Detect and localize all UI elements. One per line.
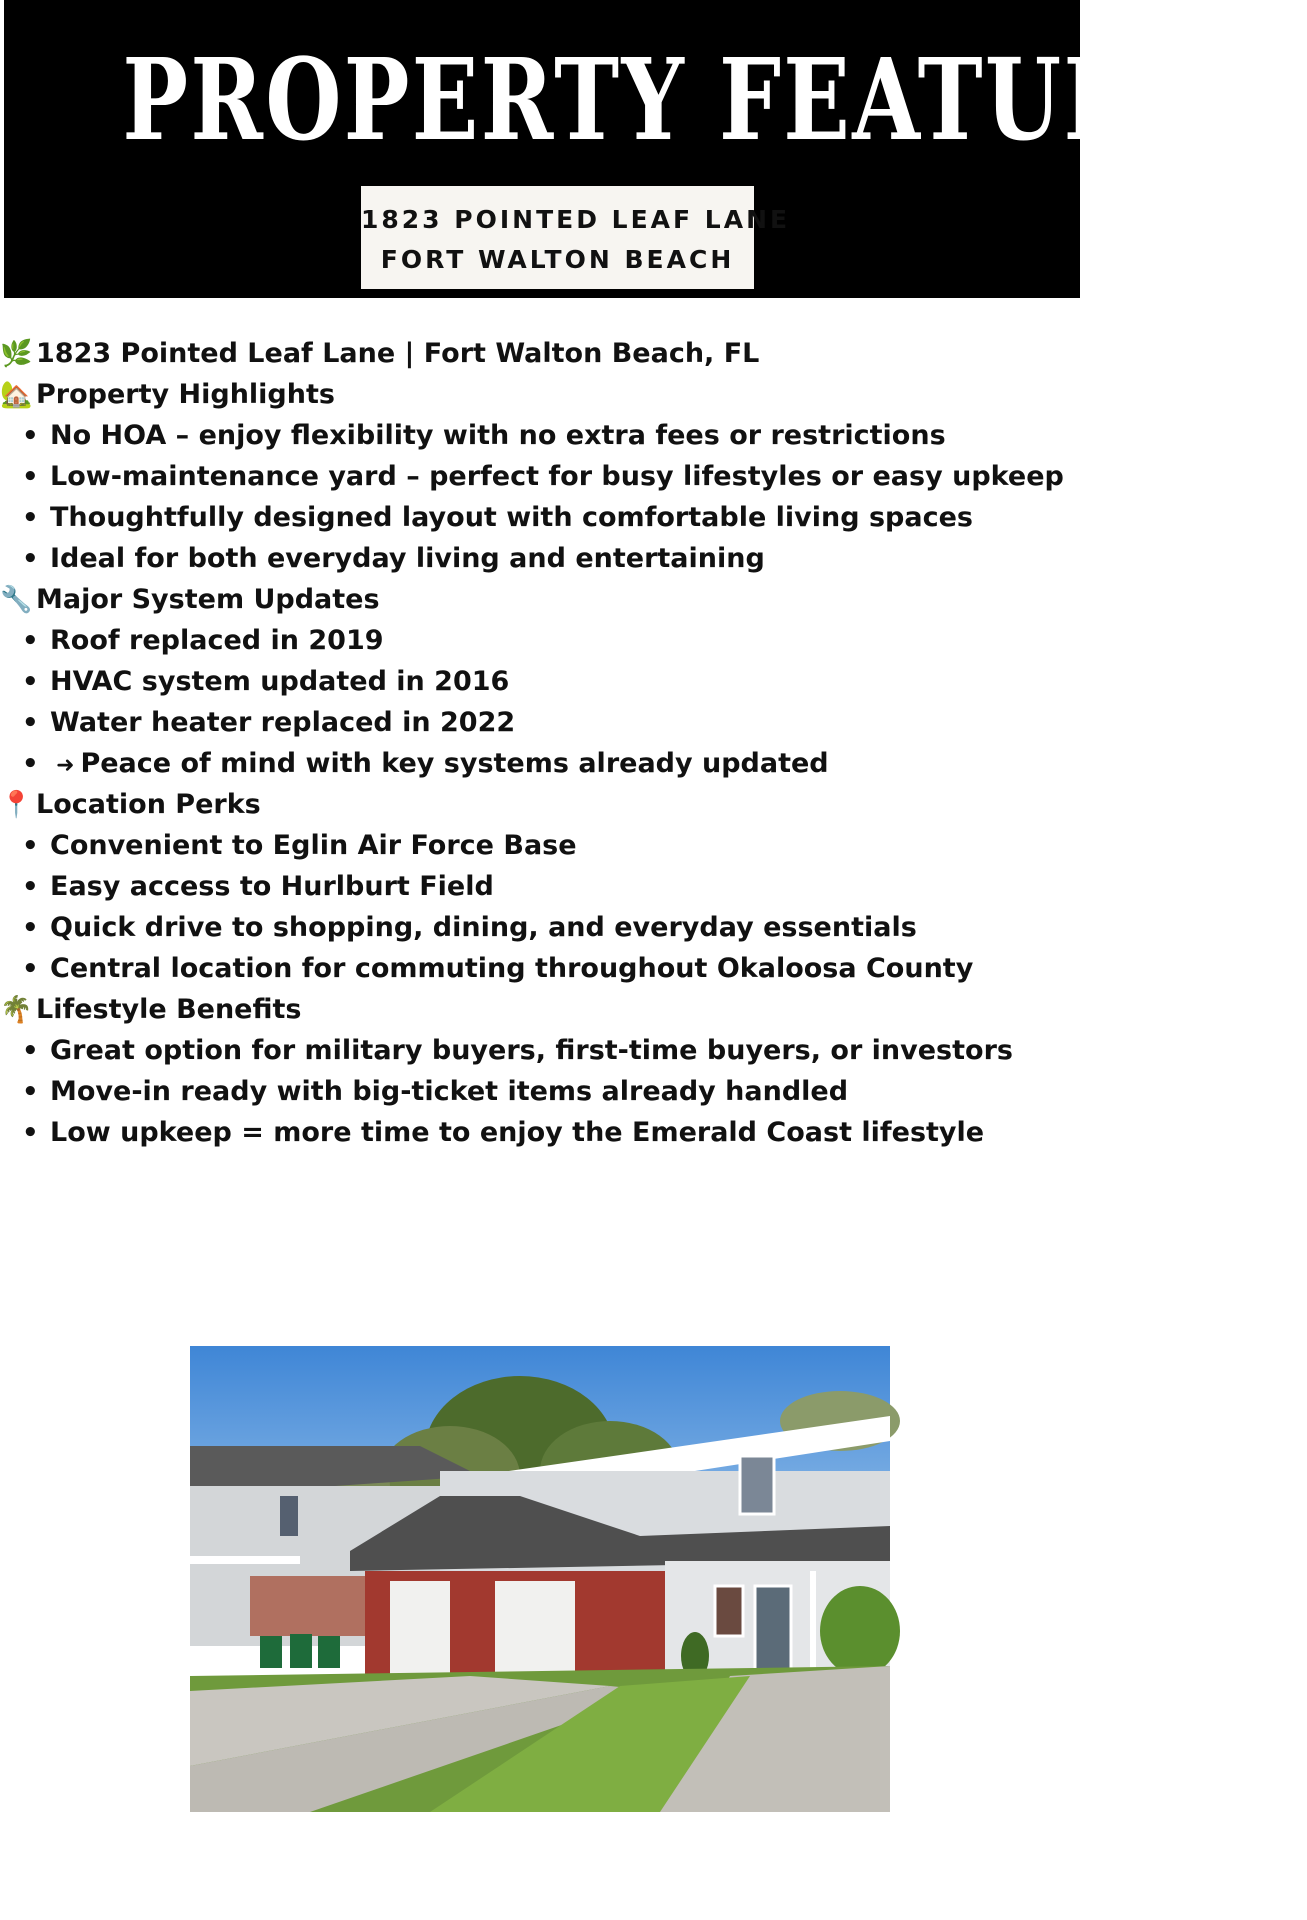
leaf-icon: 🌿 — [0, 339, 33, 369]
address-line-street: 1823 POINTED LEAF LANE — [361, 205, 791, 234]
bullet-icon: • — [22, 626, 39, 656]
section-title: Location Perks — [36, 789, 261, 820]
list-item — [0, 743, 1080, 784]
list-item-text: Move-in ready with big-ticket items already handled — [50, 1076, 849, 1107]
list-item-text: HVAC system updated in 2016 — [50, 666, 510, 697]
bullet-icon: • — [22, 1077, 39, 1107]
property-photo — [190, 1346, 890, 1812]
list-item — [0, 1071, 1080, 1112]
section-heading-major-system-updates — [0, 579, 1080, 620]
arrow-right-icon: ➜ — [56, 753, 75, 778]
house-icon: 🏡 — [0, 380, 33, 410]
bullet-icon: • — [22, 831, 39, 861]
list-item — [0, 538, 1080, 579]
section-title: Lifestyle Benefits — [36, 994, 302, 1025]
list-item-text: Peace of mind with key systems already updated — [80, 748, 829, 779]
bullet-icon: • — [22, 708, 39, 738]
list-item-text: Roof replaced in 2019 — [50, 625, 384, 656]
header-banner — [4, 0, 1307, 298]
bullet-icon: • — [22, 421, 39, 451]
section-heading-location-perks — [0, 784, 1080, 825]
bullet-icon: • — [22, 667, 39, 697]
intro-line — [0, 333, 1080, 374]
bullet-icon: • — [22, 913, 39, 943]
list-item-text: Thoughtfully designed layout with comfortable living spaces — [50, 502, 973, 533]
features-list — [0, 333, 1080, 1153]
list-item-text: Easy access to Hurlburt Field — [50, 871, 494, 902]
list-item — [0, 620, 1080, 661]
bullet-icon: • — [22, 544, 39, 574]
list-item-text: Low-maintenance yard – perfect for busy lifestyles or easy upkeep — [50, 461, 1064, 492]
list-item — [0, 907, 1080, 948]
bullet-icon: • — [22, 749, 39, 779]
bullet-icon: • — [22, 462, 39, 492]
list-item-text: No HOA – enjoy flexibility with no extra fees or restrictions — [50, 420, 946, 451]
bullet-icon: • — [22, 503, 39, 533]
bullet-icon: • — [22, 954, 39, 984]
section-title: Property Highlights — [36, 379, 335, 410]
address-line-city: FORT WALTON BEACH — [380, 245, 735, 274]
bullet-icon: • — [22, 872, 39, 902]
list-item — [0, 415, 1080, 456]
list-item — [0, 948, 1080, 989]
list-item — [0, 866, 1080, 907]
address-box — [361, 186, 791, 289]
list-item-text: Water heater replaced in 2022 — [50, 707, 516, 738]
list-item — [0, 1112, 1080, 1153]
list-item — [0, 456, 1080, 497]
bullet-icon: • — [22, 1118, 39, 1148]
list-item — [0, 1030, 1080, 1071]
list-item — [0, 661, 1080, 702]
list-item-text: Ideal for both everyday living and entertaining — [50, 543, 765, 574]
section-title: Major System Updates — [36, 584, 380, 615]
list-item-text: Low upkeep = more time to enjoy the Emerald Coast lifestyle — [50, 1117, 985, 1148]
palm-tree-icon: 🌴 — [0, 995, 33, 1025]
townhouse-illustration — [190, 1346, 890, 1812]
wrench-icon: 🔧 — [0, 585, 33, 615]
page-title: PROPERTY FEATURES: — [122, 35, 1307, 166]
list-item-text: Central location for commuting throughout Okaloosa County — [50, 953, 974, 984]
section-heading-property-highlights — [0, 374, 1080, 415]
list-item — [0, 702, 1080, 743]
map-pin-icon: 📍 — [0, 790, 33, 820]
intro-text: 1823 Pointed Leaf Lane | Fort Walton Beach, FL — [36, 338, 760, 369]
bullet-icon: • — [22, 1036, 39, 1066]
section-heading-lifestyle-benefits — [0, 989, 1080, 1030]
list-item-text: Quick drive to shopping, dining, and everyday essentials — [50, 912, 917, 943]
list-item — [0, 825, 1080, 866]
list-item-text: Convenient to Eglin Air Force Base — [50, 830, 577, 861]
list-item — [0, 497, 1080, 538]
list-item-text: Great option for military buyers, first-time buyers, or investors — [50, 1035, 1013, 1066]
